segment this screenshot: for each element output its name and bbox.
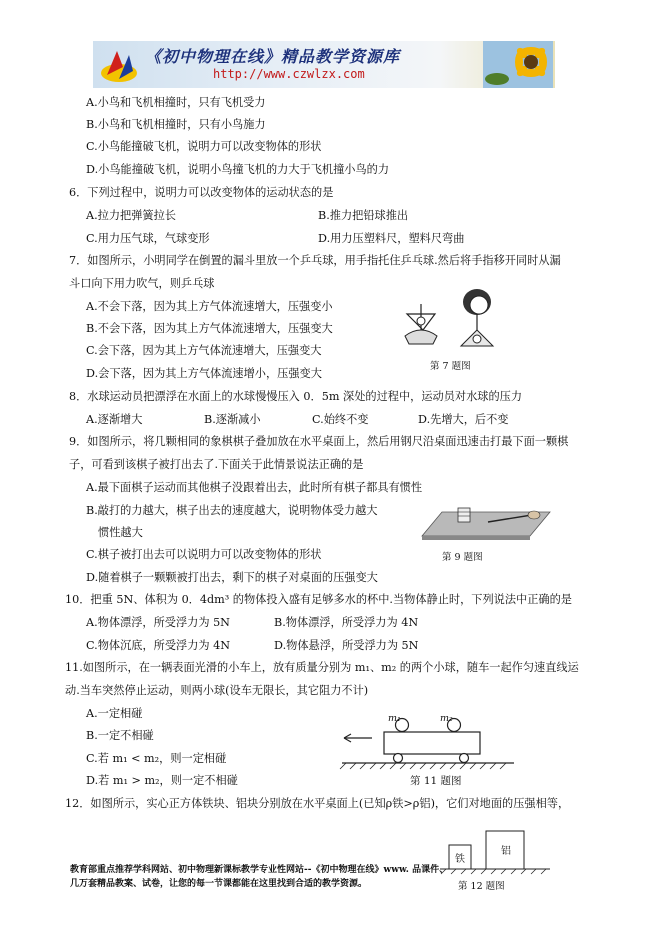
q7-option-c: C.会下落，因为其上方气体流速增大，压强变大 <box>86 344 322 357</box>
q10-option-a: A.物体漂浮，所受浮力为 5N <box>86 616 230 629</box>
q12-stem-line1: 12．如图所示，实心正方体铁块、铝块分别放在水平桌面上(已知ρ铁>ρ铝)，它们对地面的压强相等， <box>65 797 570 810</box>
q9-option-b-line1: B.敲打的力越大，棋子出去的速度越大，说明物体受力越大 <box>86 504 378 517</box>
q5-option-b: B.小鸟和飞机相撞时，只有小鸟施力 <box>86 118 266 131</box>
q5-option-c: C.小鸟能撞破飞机，说明力可以改变物体的形状 <box>86 140 322 153</box>
q6-option-c: C.用力压气球，气球变形 <box>86 232 210 245</box>
q12-aluminum-label: 铝 <box>501 846 511 857</box>
q7-figure-caption: 第 7 题图 <box>430 361 471 372</box>
footer-line-1: 教育部重点推荐学科网站、初中物理新课标教学专业性网站--《初中物理在线》www. 品课件、 <box>70 865 449 875</box>
banner-title: 《初中物理在线》精品教学资源库 <box>145 47 401 66</box>
q5-option-a: A.小鸟和飞机相撞时，只有飞机受力 <box>86 96 266 109</box>
q8-option-b: B.逐渐减小 <box>204 413 261 426</box>
q9-option-b-line2: 惯性越大 <box>98 526 143 539</box>
q11-stem-line1: 11.如图所示，在一辆表面光滑的小车上，放有质量分别为 m₁、m₂ 的两个小球，随车一起作匀速直线运 <box>65 661 579 674</box>
footer-line-2: 几万套精品教案、试卷，让您的每一节课都能在这里找到合适的教学资源。 <box>70 879 368 889</box>
q11-option-c: C.若 m₁ < m₂，则一定相碰 <box>86 752 227 765</box>
q9-figure-caption: 第 9 题图 <box>442 552 483 563</box>
q10-option-c: C.物体沉底，所受浮力为 4N <box>86 639 231 652</box>
q8-stem: 8．水球运动员把漂浮在水面上的水球慢慢压入 0．5m 深处的过程中，运动员对水球的压力 <box>69 390 523 403</box>
q7-stem-line2: 斗口向下用力吹气，则乒乓球 <box>69 277 215 290</box>
sunflower-icon <box>483 41 553 88</box>
q12-iron-label: 铁 <box>455 854 465 865</box>
q7-option-b: B.不会下落，因为其上方气体流速增大，压强变大 <box>86 322 333 335</box>
q6-option-b: B.推力把铅球推出 <box>318 209 409 222</box>
q7-option-a: A.不会下落，因为其上方气体流速增大，压强变小 <box>86 300 333 313</box>
q11-cart-figure <box>338 708 516 770</box>
q11-stem-line2: 动.当车突然停止运动，则两小球(设车无限长，其它阻力不计) <box>65 684 369 697</box>
q11-figure-caption: 第 11 题图 <box>410 775 462 787</box>
q8-option-d: D.先增大，后不变 <box>418 413 509 426</box>
q7-funnel-figure <box>395 284 515 354</box>
q11-mass-2-label: m₂ <box>440 713 453 724</box>
q11-option-d: D.若 m₁ > m₂，则一定不相碰 <box>86 774 238 787</box>
q12-figure-caption: 第 12 题图 <box>458 881 505 892</box>
header-banner <box>93 41 555 88</box>
site-logo-icon <box>99 45 139 85</box>
q9-chess-stack-figure <box>418 498 553 546</box>
q11-option-b: B.一定不相碰 <box>86 729 154 742</box>
q6-option-a: A.拉力把弹簧拉长 <box>86 209 176 222</box>
q7-option-d: D.会下落，因为其上方气体流速增小，压强变大 <box>86 367 322 380</box>
q9-option-a: A.最下面棋子运动而其他棋子没跟着出去，此时所有棋子都具有惯性 <box>86 481 423 494</box>
q6-stem: 6．下列过程中，说明力可以改变物体的运动状态的是 <box>69 186 334 199</box>
q8-option-c: C.始终不变 <box>312 413 369 426</box>
q11-option-a: A.一定相碰 <box>86 707 143 720</box>
q10-option-b: B.物体漂浮，所受浮力为 4N <box>274 616 419 629</box>
q6-option-d: D.用力压塑料尺，塑料尺弯曲 <box>318 232 465 245</box>
q9-option-d: D.随着棋子一颗颗被打出去，剩下的棋子对桌面的压强变大 <box>86 571 378 584</box>
q10-option-d: D.物体悬浮，所受浮力为 5N <box>274 639 419 652</box>
q5-option-d: D.小鸟能撞破飞机，说明小鸟撞飞机的力大于飞机撞小鸟的力 <box>86 163 390 176</box>
q11-mass-1-label: m₁ <box>388 713 401 724</box>
banner-url: http://www.czwlzx.com <box>213 67 365 81</box>
q9-stem-line1: 9．如图所示，将几颗相同的象棋棋子叠加放在水平桌面上，然后用钢尺沿桌面迅速击打最下面一颗棋 <box>69 435 569 448</box>
q10-stem: 10．把重 5N、体积为 0．4dm³ 的物体投入盛有足够多水的杯中.当物体静止时，下列说法中正确的是 <box>65 593 572 606</box>
q9-stem-line2: 子，可看到该棋子被打出去了.下面关于此情景说法正确的是 <box>69 458 364 471</box>
q8-option-a: A.逐渐增大 <box>86 413 143 426</box>
q9-option-c: C.棋子被打出去可以说明力可以改变物体的形状 <box>86 548 322 561</box>
q7-stem-line1: 7．如图所示，小明同学在倒置的漏斗里放一个乒乓球，用手指托住乒乓球.然后将手指移开同时从漏 <box>69 254 561 267</box>
